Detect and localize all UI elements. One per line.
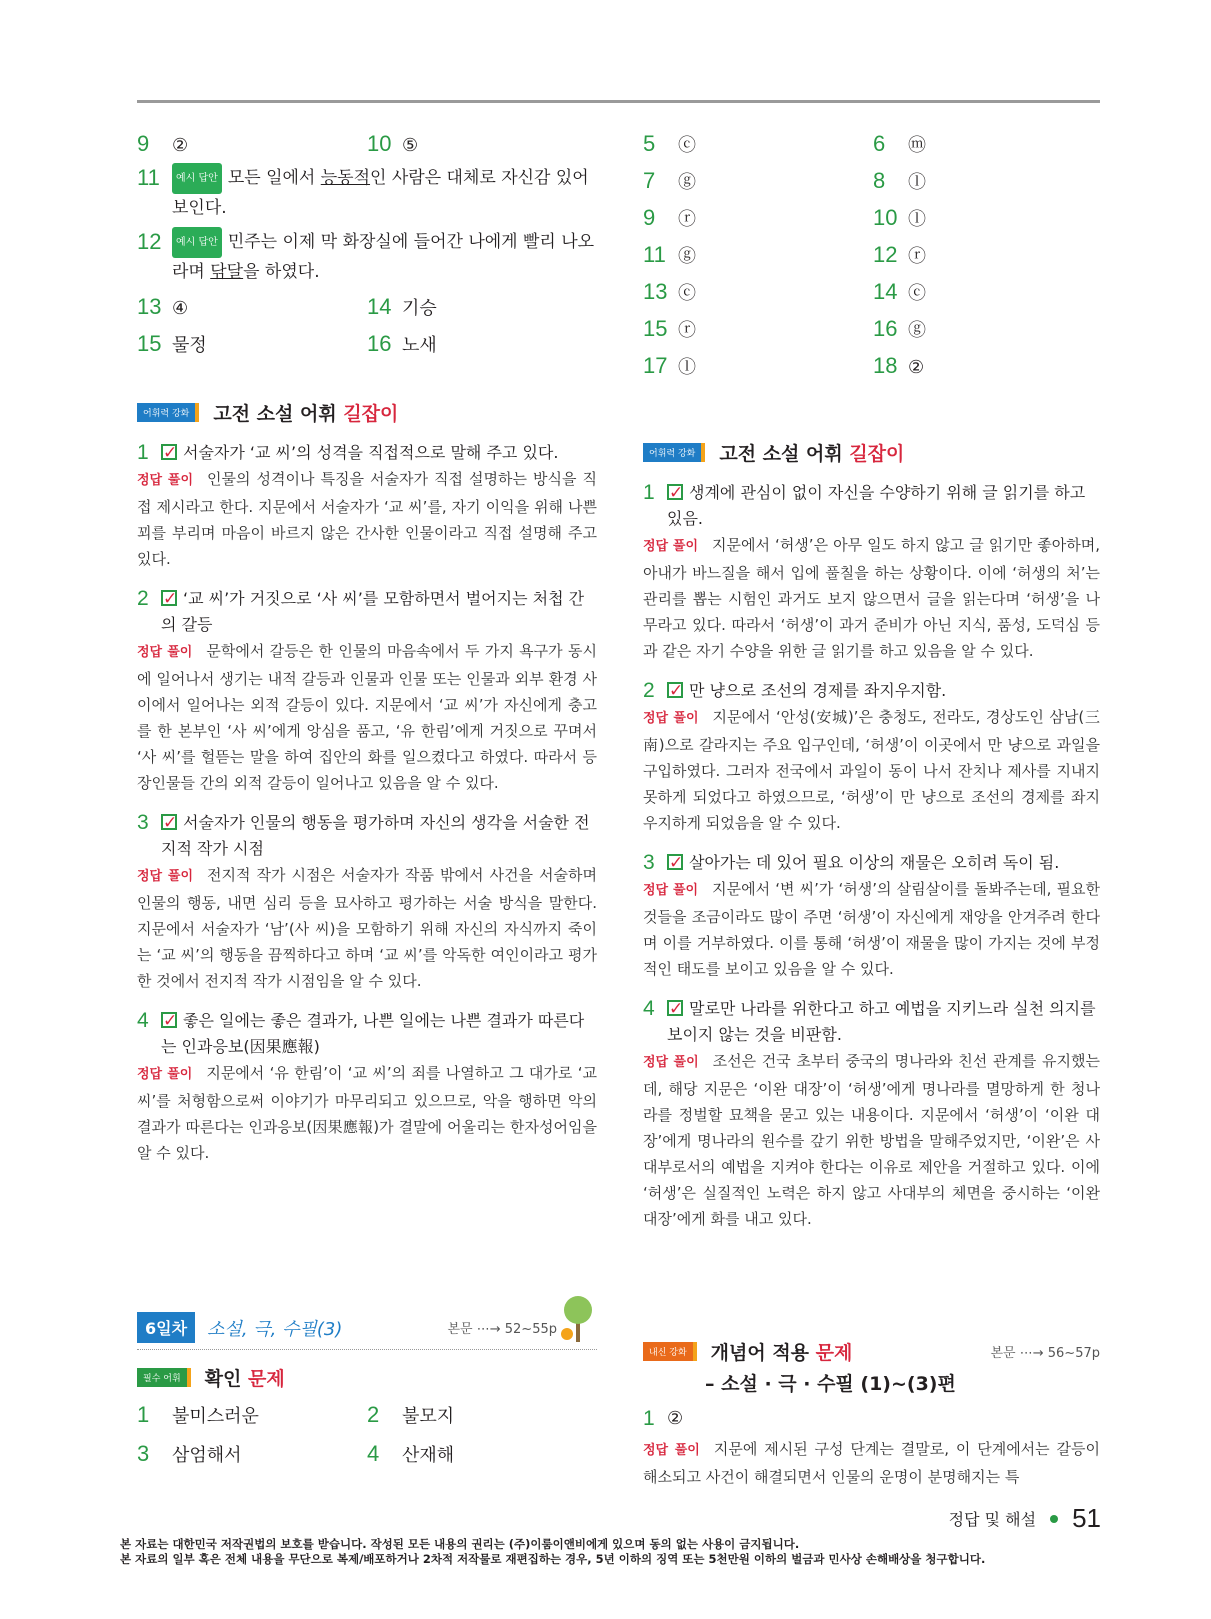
page-footer	[949, 1503, 1101, 1534]
page-reference: 본문 ⋯→ 56~57p	[990, 1346, 1100, 1361]
section-tag: 필수 어휘	[137, 1368, 191, 1387]
answer-item: 16 ⓖ	[873, 316, 926, 341]
answer-grid	[643, 130, 1100, 381]
section-header	[137, 1364, 597, 1391]
example-answer-badge: 예시 답안	[172, 163, 222, 194]
answer-item: 13 ⓒ	[643, 279, 696, 304]
answer-item: 16 노새	[367, 331, 437, 356]
page-number: 51	[1072, 1503, 1101, 1533]
concept-section	[643, 1338, 1100, 1490]
answer-grid	[137, 1401, 597, 1469]
question-item: 3 ✓ 살아가는 데 있어 필요 이상의 재물은 오히려 독이 됨. 정답 풀이 지문에서 ‘변 씨’가 ‘허생’의 살림살이를 돌봐주는데, 필요한 것들을 조금이라도 많이 주면 ‘허생’이 자신에게 재앙을 안겨주려 한다며 이를 거부하였다. 이를 통해 ‘허생’이 재물을 많이 가지는 것에 부정적인 태도를 보이고 있음을 알 수 있다.	[643, 850, 1100, 982]
answer-item: 4 산재해	[367, 1441, 455, 1466]
day-header	[137, 1312, 597, 1350]
question-item: 2 ✓ ‘교 씨’가 거짓으로 ‘사 씨’를 모함하면서 벌어지는 처첩 간의 갈등 정답 풀이 문학에서 갈등은 한 인물의 마음속에서 두 가지 욕구가 동시에 일어나서 생기는 내적 갈등과 인물과 인물 또는 인물과 외부 환경 사이에서 일어나는 외적 갈등이 있다. 지문에서 ‘교 씨’가 자신에게 충고를 한 본부인 ‘사 씨’에게 앙심을 품고, ‘유 한림’에게 거짓으로 꾸며서 ‘사 씨’를 헐뜯는 말을 하여 집안의 화를 일으켰다고 하였다. 따라서 등장인물들 간의 외적 갈등이 일어나고 있음을 알 수 있다.	[137, 586, 597, 796]
answer-item: 7 ⓖ	[643, 168, 696, 193]
answer-item: 2 불모지	[367, 1402, 455, 1427]
example-answer-badge: 예시 답안	[172, 227, 222, 258]
explanation: 정답 풀이 지문에 제시된 구성 단계는 결말로, 이 단계에서는 갈등이 해소되고 사건이 해결되면서 인물의 운명이 분명해지는 특	[643, 1440, 1101, 1486]
section-title: 확인 문제	[204, 1368, 285, 1390]
section-subtitle: – 소설 · 극 · 수필 (1)~(3)편	[705, 1373, 956, 1395]
copyright-notice: 본 자료는 대한민국 저작권법의 보호를 받습니다. 작성된 모든 내용의 권리는 (주)이룸이앤비에게 있으며 동의 없는 사용이 금지됩니다. 본 자료의 일부 혹은 전체 내용을 무단으로 복제/배포하거나 2차적 저작물로 재편집하는 경우, 5년 이하의 징역 또는 5천만원 이하의 벌금과 민사상 손해배상을 청구합니다.	[120, 1537, 986, 1566]
answer-item: 8 ⓛ	[873, 168, 926, 193]
tree-icon	[559, 1294, 597, 1344]
check-icon	[161, 444, 177, 460]
answer-item: 1 불미스러운	[137, 1402, 259, 1427]
check-icon	[667, 854, 683, 870]
footer-section-label: 정답 및 해설	[948, 1510, 1037, 1529]
section-title: 개념어 적용 문제	[710, 1342, 853, 1364]
question-item: 3 ✓ 서술자가 인물의 행동을 평가하며 자신의 생각을 서술한 전지적 작가 시점 정답 풀이 전지적 작가 시점은 서술자가 작품 밖에서 사건을 서술하며 인물의 행동, 내면 심리 등을 묘사하고 평가하는 서술 방식을 말한다. 지문에서 서술자가 ‘남’(사 씨)을 모함하기 위해 자신의 자식까지 죽이는 ‘교 씨’의 행동을 끔찍하다고 하며 ‘교 씨’를 악독한 여인이라고 평가한 것에서 전지적 작가 시점임을 알 수 있다.	[137, 810, 597, 994]
answer-item: 18 ②	[873, 353, 925, 378]
answer-item: 10 ⑤	[367, 131, 419, 156]
check-icon	[161, 590, 177, 606]
answer-item: 9 ⓡ	[643, 205, 696, 230]
answer-grid	[137, 293, 597, 359]
answer-item: 14 기승	[367, 294, 437, 319]
section-tag: 내신 강화	[643, 1342, 697, 1361]
answer-item: 17 ⓛ	[643, 353, 696, 378]
answer-item: 11 ⓖ	[643, 242, 696, 267]
day-number: 6일차	[137, 1312, 195, 1343]
question-item: 1 ✓ 생계에 관심이 없이 자신을 수양하기 위해 글 읽기를 하고 있음. 정답 풀이 지문에서 ‘허생’은 아무 일도 하지 않고 글 읽기만 좋아하며, 아내가 바느질을 해서 입에 풀칠을 하는 상황이다. 이에 ‘허생의 처’는 관리를 뽑는 시험인 과거도 보지 않으면서 글을 읽는다며 ‘허생’을 나무라고 있다. 따라서 ‘허생’이 과거 준비가 아닌 지식, 품성, 도덕심 등과 같은 자기 수양을 위한 글 읽기를 하고 있음을 알 수 있다.	[643, 480, 1100, 664]
day-title: 소설, 극, 수필(3)	[207, 1318, 343, 1340]
section-tag: 어휘력 강화	[137, 403, 199, 422]
left-column	[137, 130, 597, 1166]
page-reference: 본문 ⋯→ 52~55p	[447, 1322, 557, 1337]
answer-item: 14 ⓒ	[873, 279, 926, 304]
answer-item: 6 ⓜ	[873, 131, 926, 156]
check-icon	[667, 682, 683, 698]
bullet-icon	[1050, 1515, 1058, 1523]
question-item: 1 ✓ 서술자가 ‘교 씨’의 성격을 직접적으로 말해 주고 있다. 정답 풀이 인물의 성격이나 특징을 서술자가 직접 설명하는 방식을 직접 제시라고 한다. 지문에서 서술자가 ‘교 씨’를, 자기 이익을 위해 나쁜 꾀를 부리며 마음이 바르지 않은 간사한 인물이라고 직접 설명해 주고 있다.	[137, 440, 597, 572]
question-item: 4 ✓ 말로만 나라를 위한다고 하고 예법을 지키느라 실천 의지를 보이지 않는 것을 비판함. 정답 풀이 조선은 건국 초부터 중국의 명나라와 친선 관계를 유지했는데, 해당 지문은 ‘이완 대장’이 ‘허생’에게 명나라를 멸망하게 한 청나라를 정벌할 묘책을 묻고 있는 내용이다. 지문에서 ‘허생’이 ‘이완 대장’에게 명나라의 원수를 갚기 위한 방법을 말해주었지만, ‘이완’은 사대부로서의 예법을 지켜야 한다는 이유로 제안을 거절하고 있다. 이에 ‘허생’은 실질적인 노력은 하지 않고 사대부의 체면을 중시하는 ‘이완 대장’에게 화를 내고 있다.	[643, 996, 1100, 1232]
answer-item: 13 ④	[137, 294, 189, 319]
answer-item: 9 ②	[137, 131, 189, 156]
section-tag: 어휘력 강화	[643, 443, 705, 462]
check-icon	[667, 1000, 683, 1016]
section-title: 고전 소설 어휘 길잡이	[719, 443, 905, 465]
right-column	[643, 130, 1100, 1232]
answer-grid	[137, 130, 597, 159]
answer-item: 15 ⓡ	[643, 316, 696, 341]
section-header	[643, 1338, 1100, 1365]
answer-long-item: 11 예시 답안 모든 일에서 능동적인 사람은 대체로 자신감 있어 보인다.	[137, 165, 589, 218]
question-item: 2 ✓ 만 냥으로 조선의 경제를 좌지우지함. 정답 풀이 지문에서 ‘안성(安城)’은 충청도, 전라도, 경상도인 삼남(三南)으로 갈라지는 주요 입구인데, ‘허생’이 이곳에서 만 냥으로 과일을 구입하였다. 그러자 전국에서 과일이 동이 나서 잔치나 제사를 지내지 못하게 되었다고 하였으므로, ‘허생’이 만 냥으로 조선의 경제를 좌지우지하게 되었음을 알 수 있다.	[643, 678, 1100, 836]
day-section	[137, 1312, 597, 1469]
answer-item: 15 물정	[137, 331, 207, 356]
answer-item: 3 삼엄해서	[137, 1441, 242, 1466]
top-rule	[137, 100, 1100, 103]
section-header	[643, 439, 1100, 466]
check-icon	[667, 484, 683, 500]
answer-item: 10 ⓛ	[873, 205, 926, 230]
section-header	[137, 399, 597, 426]
check-icon	[161, 814, 177, 830]
check-icon	[161, 1012, 177, 1028]
answer-item: 12 ⓡ	[873, 242, 926, 267]
answer-long-item: 12 예시 답안 민주는 이제 막 화장실에 들어간 나에게 빨리 나오라며 닦달을 하였다.	[137, 229, 595, 282]
answer-item: 5 ⓒ	[643, 131, 696, 156]
section-title: 고전 소설 어휘 길잡이	[213, 403, 399, 425]
question-item: 1 ②	[643, 1407, 684, 1430]
question-item: 4 ✓ 좋은 일에는 좋은 결과가, 나쁜 일에는 나쁜 결과가 따른다는 인과응보(因果應報) 정답 풀이 지문에서 ‘유 한림’이 ‘교 씨’의 죄를 나열하고 그 대가로 ‘교 씨’를 처형함으로써 이야기가 마무리되고 있으므로, 악을 행하면 악의 결과가 따른다는 인과응보(因果應報)가 결말에 어울리는 한자성어임을 알 수 있다.	[137, 1008, 597, 1166]
